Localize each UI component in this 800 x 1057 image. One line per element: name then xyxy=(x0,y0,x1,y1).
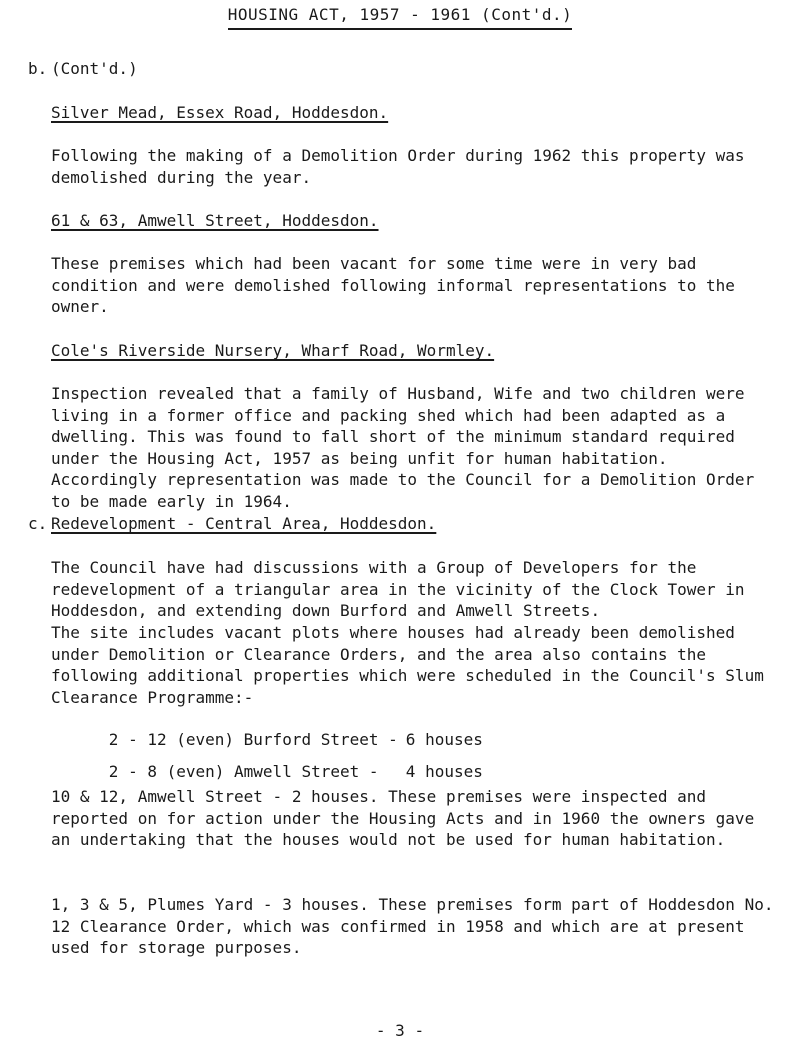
item-text-coles-nursery: Inspection revealed that a family of Husband, Wife and two children were living in a former office and packing shed which had been adapted as a dwelling. This was found to fall short of the minimum standard required under the Housing Act, 1957 as being unfit for human habitation. Accordingly representation was made to the Council for a Demolition Order to be made early in 1964. xyxy=(51,384,755,511)
list-item-count: 6 houses xyxy=(405,729,483,749)
section-c-label: c. xyxy=(28,514,48,533)
property-list xyxy=(51,707,483,781)
list-item xyxy=(51,707,483,749)
list-item-count: 4 houses xyxy=(405,761,483,781)
page-title: HOUSING ACT, 1957 - 1961 (Cont'd.) xyxy=(228,4,573,30)
section-c-paragraph-1: The Council have had discussions with a Group of Developers for the redevelopment of a triangular area in the vicinity of the Clock Tower in Hoddesdon, and extending down Burford and Amwell Streets. xyxy=(51,558,745,621)
item-heading-amwell-street: 61 & 63, Amwell Street, Hoddesdon. xyxy=(51,211,379,230)
section-c-heading: Redevelopment - Central Area, Hoddesdon. xyxy=(51,514,437,533)
section-b-continued: (Cont'd.) xyxy=(51,59,138,78)
page-header xyxy=(0,4,800,30)
section-b-label: b. xyxy=(28,59,48,78)
item-text-silver-mead: Following the making of a Demolition Order during 1962 this property was demolished during the year. xyxy=(51,146,745,187)
list-item-address: 2 - 12 (even) Burford Street - xyxy=(108,729,398,749)
section-c-paragraph-4: 1, 3 & 5, Plumes Yard - 3 houses. These premises form part of Hoddesdon No. 12 Clearance Order, which was confirmed in 1958 and which are at present used for storage purposes. xyxy=(51,895,774,958)
section-c-paragraph-3: 10 & 12, Amwell Street - 2 houses. These premises were inspected and reported on for action under the Housing Acts and in 1960 the owners gave an undertaking that the houses would not be used for human habitation. xyxy=(51,787,755,850)
page-number: - 3 - xyxy=(375,1021,425,1040)
item-heading-coles-nursery: Cole's Riverside Nursery, Wharf Road, Wormley. xyxy=(51,341,495,360)
item-heading-silver-mead: Silver Mead, Essex Road, Hoddesdon. xyxy=(51,103,389,122)
list-item-address: 2 - 8 (even) Amwell Street - xyxy=(108,761,379,781)
section-c-paragraph-2: The site includes vacant plots where houses had already been demolished under Demolition or Clearance Orders, and the area also contains the following additional properties which were scheduled in the Council's Slum Clearance Programme:- xyxy=(51,623,764,707)
item-text-amwell-street: These premises which had been vacant for some time were in very bad condition and were demolished following informal representations to the owner. xyxy=(51,254,735,317)
